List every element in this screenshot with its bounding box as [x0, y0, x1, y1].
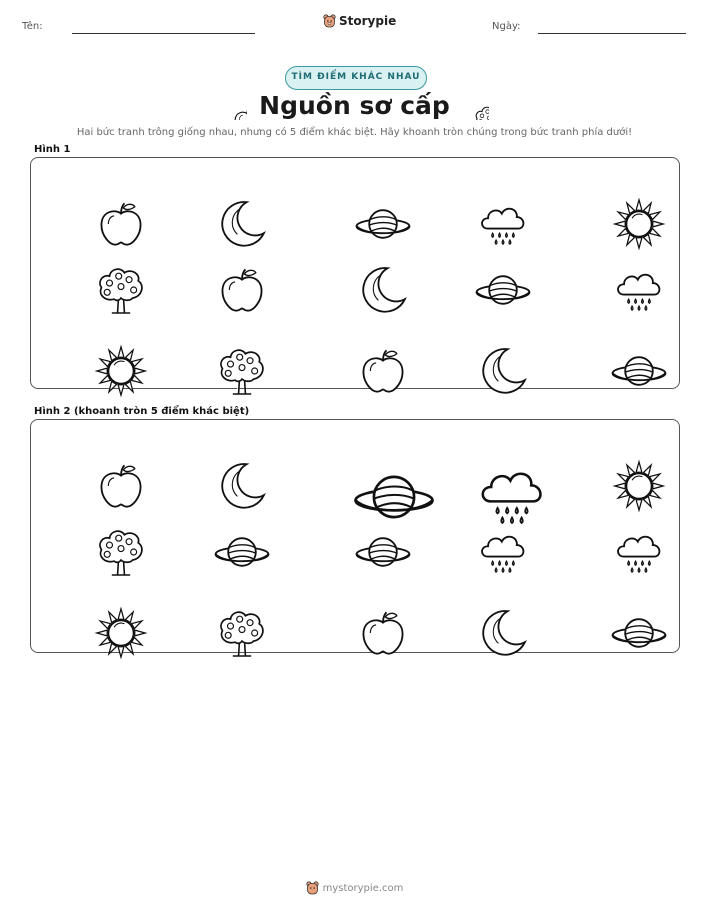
moon-icon[interactable] — [196, 440, 242, 486]
sun-icon[interactable] — [75, 587, 121, 633]
instructions: Hai bức tranh trông giống nhau, nhưng có 5 điểm khác biệt. Hãy khoanh tròn chúng trong bức tranh phía dưới! — [76, 127, 633, 138]
planet-icon — [457, 244, 503, 290]
name-label: Tên: — [22, 21, 43, 32]
sun-icon — [593, 178, 639, 224]
moon-icon — [337, 244, 383, 290]
planet-icon — [593, 325, 639, 371]
apple-icon — [337, 325, 383, 371]
tree-title-icon — [461, 92, 489, 124]
tree-icon[interactable] — [196, 587, 242, 633]
planet-icon — [337, 178, 383, 224]
planet-icon[interactable] — [327, 430, 394, 497]
activity-badge: TÌM ĐIỂM KHÁC NHAU — [285, 66, 427, 90]
bear-logo-icon — [323, 14, 336, 28]
moon-icon — [457, 325, 503, 371]
planet-icon[interactable] — [337, 506, 383, 552]
tree-icon — [75, 244, 121, 290]
cloud-rain-icon — [593, 244, 639, 290]
picture1-caption: Hình 1 — [34, 144, 71, 155]
page-title: Nguồn sơ cấp — [259, 91, 450, 120]
brand-name: Storypie — [339, 14, 397, 28]
apple-icon — [196, 244, 242, 290]
planet-icon[interactable] — [593, 587, 639, 633]
sun-icon[interactable] — [593, 440, 639, 486]
picture2-panel[interactable] — [30, 419, 680, 653]
moon-icon — [196, 178, 242, 224]
tree-icon — [196, 325, 242, 371]
date-input-line[interactable] — [538, 33, 686, 34]
footer-url[interactable]: mystorypie.com — [322, 882, 404, 894]
cloud-rain-icon[interactable] — [593, 506, 639, 552]
apple-icon[interactable] — [337, 587, 383, 633]
cloud-rain-icon — [457, 178, 503, 224]
sun-icon — [75, 325, 121, 371]
name-input-line[interactable] — [72, 33, 255, 34]
cloud-rain-icon[interactable] — [457, 506, 503, 552]
tree-icon[interactable] — [75, 506, 121, 552]
apple-icon[interactable] — [75, 440, 121, 486]
storypie-logo — [323, 14, 396, 28]
picture1-panel — [30, 157, 680, 389]
picture2-caption: Hình 2 (khoanh tròn 5 điểm khác biệt) — [34, 406, 250, 417]
moon-icon[interactable] — [457, 587, 503, 633]
footer — [0, 881, 709, 898]
date-label: Ngày: — [492, 21, 521, 32]
bear-footer-icon — [306, 881, 319, 895]
apple-icon — [75, 178, 121, 224]
planet-icon[interactable] — [196, 506, 242, 552]
cloud-rain-icon[interactable] — [448, 431, 512, 495]
